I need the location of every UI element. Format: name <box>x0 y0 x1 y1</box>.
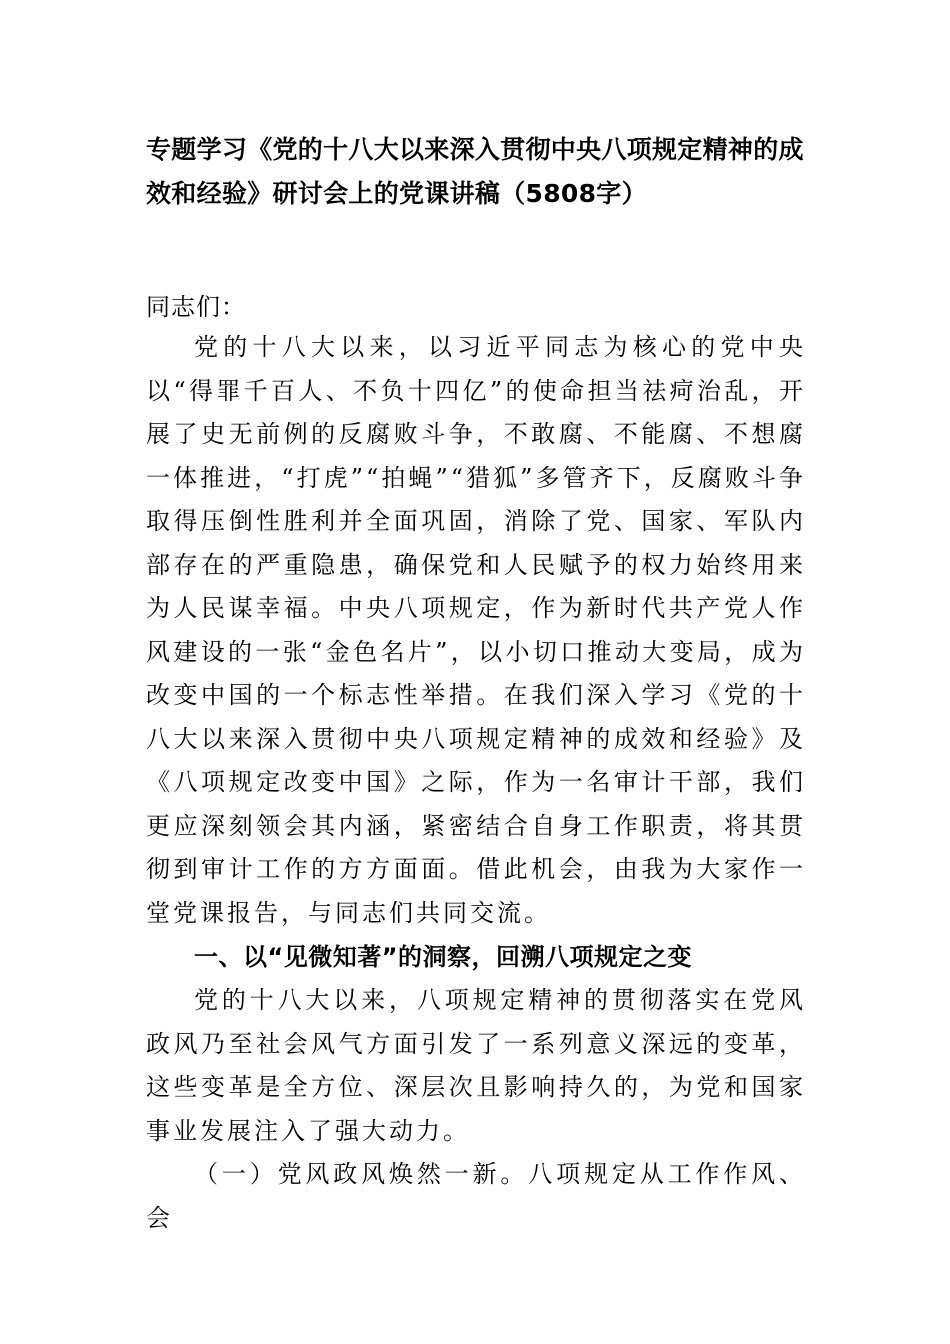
document-body <box>146 128 806 1240</box>
section-1-paragraph: 党的十八大以来，八项规定精神的贯彻落实在党风政风乃至社会风气方面引发了一系列意义深远的变革，这些变革是全方位、深层次且影响持久的，为党和国家事业发展注入了强大动力。 <box>146 986 806 1145</box>
section-heading-1: 一、以“见微知著”的洞察，回溯八项规定之变 <box>194 943 693 971</box>
subsection-1-paragraph: （一）党风政风焕然一新。八项规定从工作作风、会 <box>146 1160 806 1232</box>
document-title: 专题学习《党的十八大以来深入贯彻中央八项规定精神的成效和经验》研讨会上的党课讲稿（5808字） <box>146 135 804 208</box>
intro-paragraph: 党的十八大以来，以习近平同志为核心的党中央以“得罪千百人、不负十四亿”的使命担当祛疴治乱，开展了史无前例的反腐败斗争，不敢腐、不能腐、不想腐一体推进，“打虎”“拍蝇”“猎狐”多管齐下，反腐败斗争取得压倒性胜利并全面巩固，消除了党、国家、军队内部存在的严重隐患，确保党和人民赋予的权力始终用来为人民谋幸福。中央八项规定，作为新时代共产党人作风建设的一张“金色名片”，以小切口推动大变局，成为改变中国的一个标志性举措。在我们深入学习《党的十八大以来深入贯彻中央八项规定精神的成效和经验》及《八项规定改变中国》之际，作为一名审计干部，我们更应深刻领会其内涵，紧密结合自身工作职责，将其贯彻到审计工作的方方面面。借此机会，由我为大家作一堂党课报告，与同志们共同交流。 <box>146 333 806 927</box>
salutation: 同志们： <box>146 293 246 321</box>
